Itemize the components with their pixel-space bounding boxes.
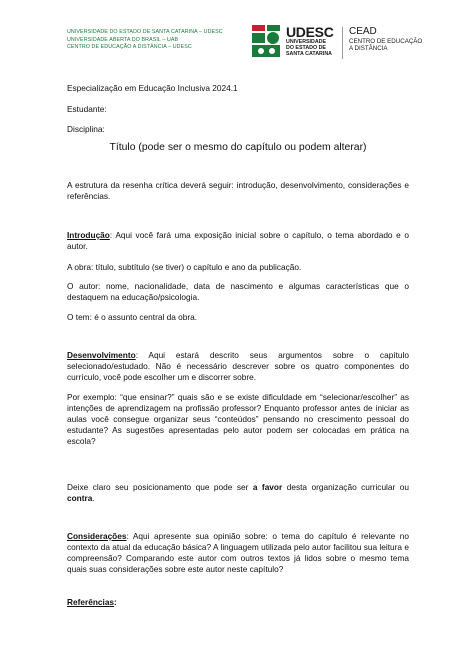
structure-paragraph: A estrutura da resenha crítica deverá seguir: introdução, desenvolvimento, considerações e referências.	[67, 180, 409, 201]
position-text: Deixe claro seu posicionamento que pode ser	[67, 482, 253, 492]
position-favor: a favor	[252, 482, 283, 492]
references-colon: :	[114, 597, 117, 607]
document-title: Título (pode ser o mesmo do capítulo ou podem alterar)	[109, 142, 367, 153]
development-heading: Desenvolvimento	[67, 350, 136, 360]
autor-paragraph: O autor: nome, nacionalidade, data de nascimento e algumas características que o destaquem na educação/psicologia.	[67, 281, 409, 302]
discipline-label: Disciplina:	[67, 124, 105, 134]
development-paragraph	[67, 350, 409, 383]
logo-sub-line: SANTA CATARINA	[286, 51, 332, 57]
udesc-logo-icon	[252, 25, 282, 57]
development-text: : Aqui estará descrito seus argumentos sobre o capítulo selecionado/estudado. Não é necessário descrever sobre os quatro componentes do currículo, você pode escolher um e discorrer sobre.	[67, 350, 409, 382]
position-paragraph	[67, 482, 409, 504]
references-heading: Referências	[67, 597, 115, 607]
logo-sub-line: DO ESTADO DE	[286, 45, 326, 51]
cead-logo	[349, 26, 422, 52]
considerations-text: : Aqui apresente sua opinião sobre: o tema do capítulo é relevante no contexto da atual da educação básica? A linguagem utilizada pelo autor facilitou sua leitura e compreensão? Comparando este autor com outros textos já lidos sobre o mesmo tema quais suas considerações sobre este autor neste capítulo?	[67, 531, 409, 574]
institution-line: UNIVERSIDADE DO ESTADO DE SANTA CATARINA – UDESC	[67, 29, 223, 35]
udesc-wordmark	[286, 25, 334, 57]
intro-paragraph	[67, 230, 409, 252]
logo-main: UDESC	[286, 24, 334, 40]
institution-header	[67, 29, 277, 52]
intro-text: : Aqui você fará uma exposição inicial sobre o capítulo, o tema abordado e o autor.	[67, 230, 409, 251]
considerations-heading: Considerações	[67, 531, 127, 541]
position-contra: contra	[67, 493, 93, 503]
position-text: .	[92, 493, 95, 503]
institution-line: CENTRO DE EDUCAÇÃO A DISTÂNCIA – UDESC	[67, 44, 192, 51]
logo-sub-line: UNIVERSIDADE	[286, 39, 327, 45]
student-label: Estudante:	[67, 104, 107, 114]
tem-paragraph: O tem: é o assunto central da obra.	[67, 312, 198, 322]
institution-line: UNIVERSIDADE ABERTA DO BRASIL – UAB	[67, 36, 179, 43]
considerations-paragraph	[67, 531, 409, 575]
logo-divider	[342, 27, 343, 59]
example-paragraph: Por exemplo: “que ensinar?” quais são e se existe dificuldade em “selecionar/escolher” as intenções de aprendizagem na profissão professor? Enquanto professor antes de iniciar as aulas você consegue organizar seus “conteúdos” pensando no crescimento pessoal do estudante? As sugestões apresentadas pelo autor podem ser colocadas em prática na escola?	[67, 392, 409, 446]
references-line	[67, 597, 117, 608]
course-line: Especialização em Educação Inclusiva 2024.1	[67, 83, 238, 93]
obra-paragraph: A obra: título, subtítulo (se tiver) o capítulo e ano da publicação.	[67, 262, 302, 272]
position-text: desta organização curricular ou	[282, 482, 409, 492]
intro-heading: Introdução	[67, 230, 110, 240]
cead-sub-line: A DISTÂNCIA	[349, 45, 388, 52]
cead-sub-line: CENTRO DE EDUCAÇÃO	[349, 38, 423, 45]
cead-title: CEAD	[349, 26, 377, 37]
